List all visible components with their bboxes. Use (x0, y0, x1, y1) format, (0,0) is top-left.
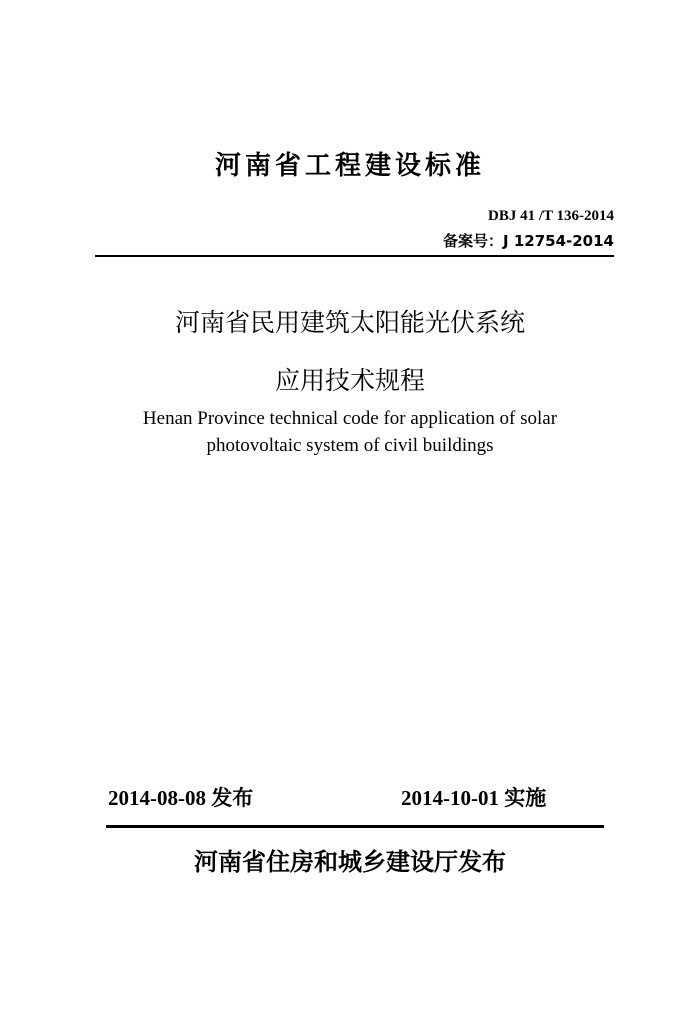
bottom-divider (106, 825, 604, 828)
standard-category-title: 河南省工程建设标准 (214, 151, 485, 181)
document-title-en-line2: photovoltaic system of civil buildings (206, 435, 494, 456)
effective-date-block (401, 783, 546, 813)
record-number: 备案号：J 12754-2014 (443, 232, 614, 250)
issuing-authority: 河南省住房和城乡建设厅发布 (194, 848, 506, 876)
standard-number: DBJ 41 /T 136-2014 (488, 208, 614, 224)
document-title-en-line1: Henan Province technical code for application of solar (142, 408, 558, 429)
publish-date: 2014-08-08 (108, 786, 206, 810)
effective-date: 2014-10-01 (401, 786, 499, 810)
effective-label: 实施 (504, 786, 547, 810)
publish-date-block (108, 783, 253, 813)
document-title-cn-line2: 应用技术规程 (274, 366, 425, 395)
publish-label: 发布 (211, 786, 254, 810)
top-divider (95, 255, 614, 257)
document-title-cn-line1: 河南省民用建筑太阳能光伏系统 (174, 308, 525, 337)
